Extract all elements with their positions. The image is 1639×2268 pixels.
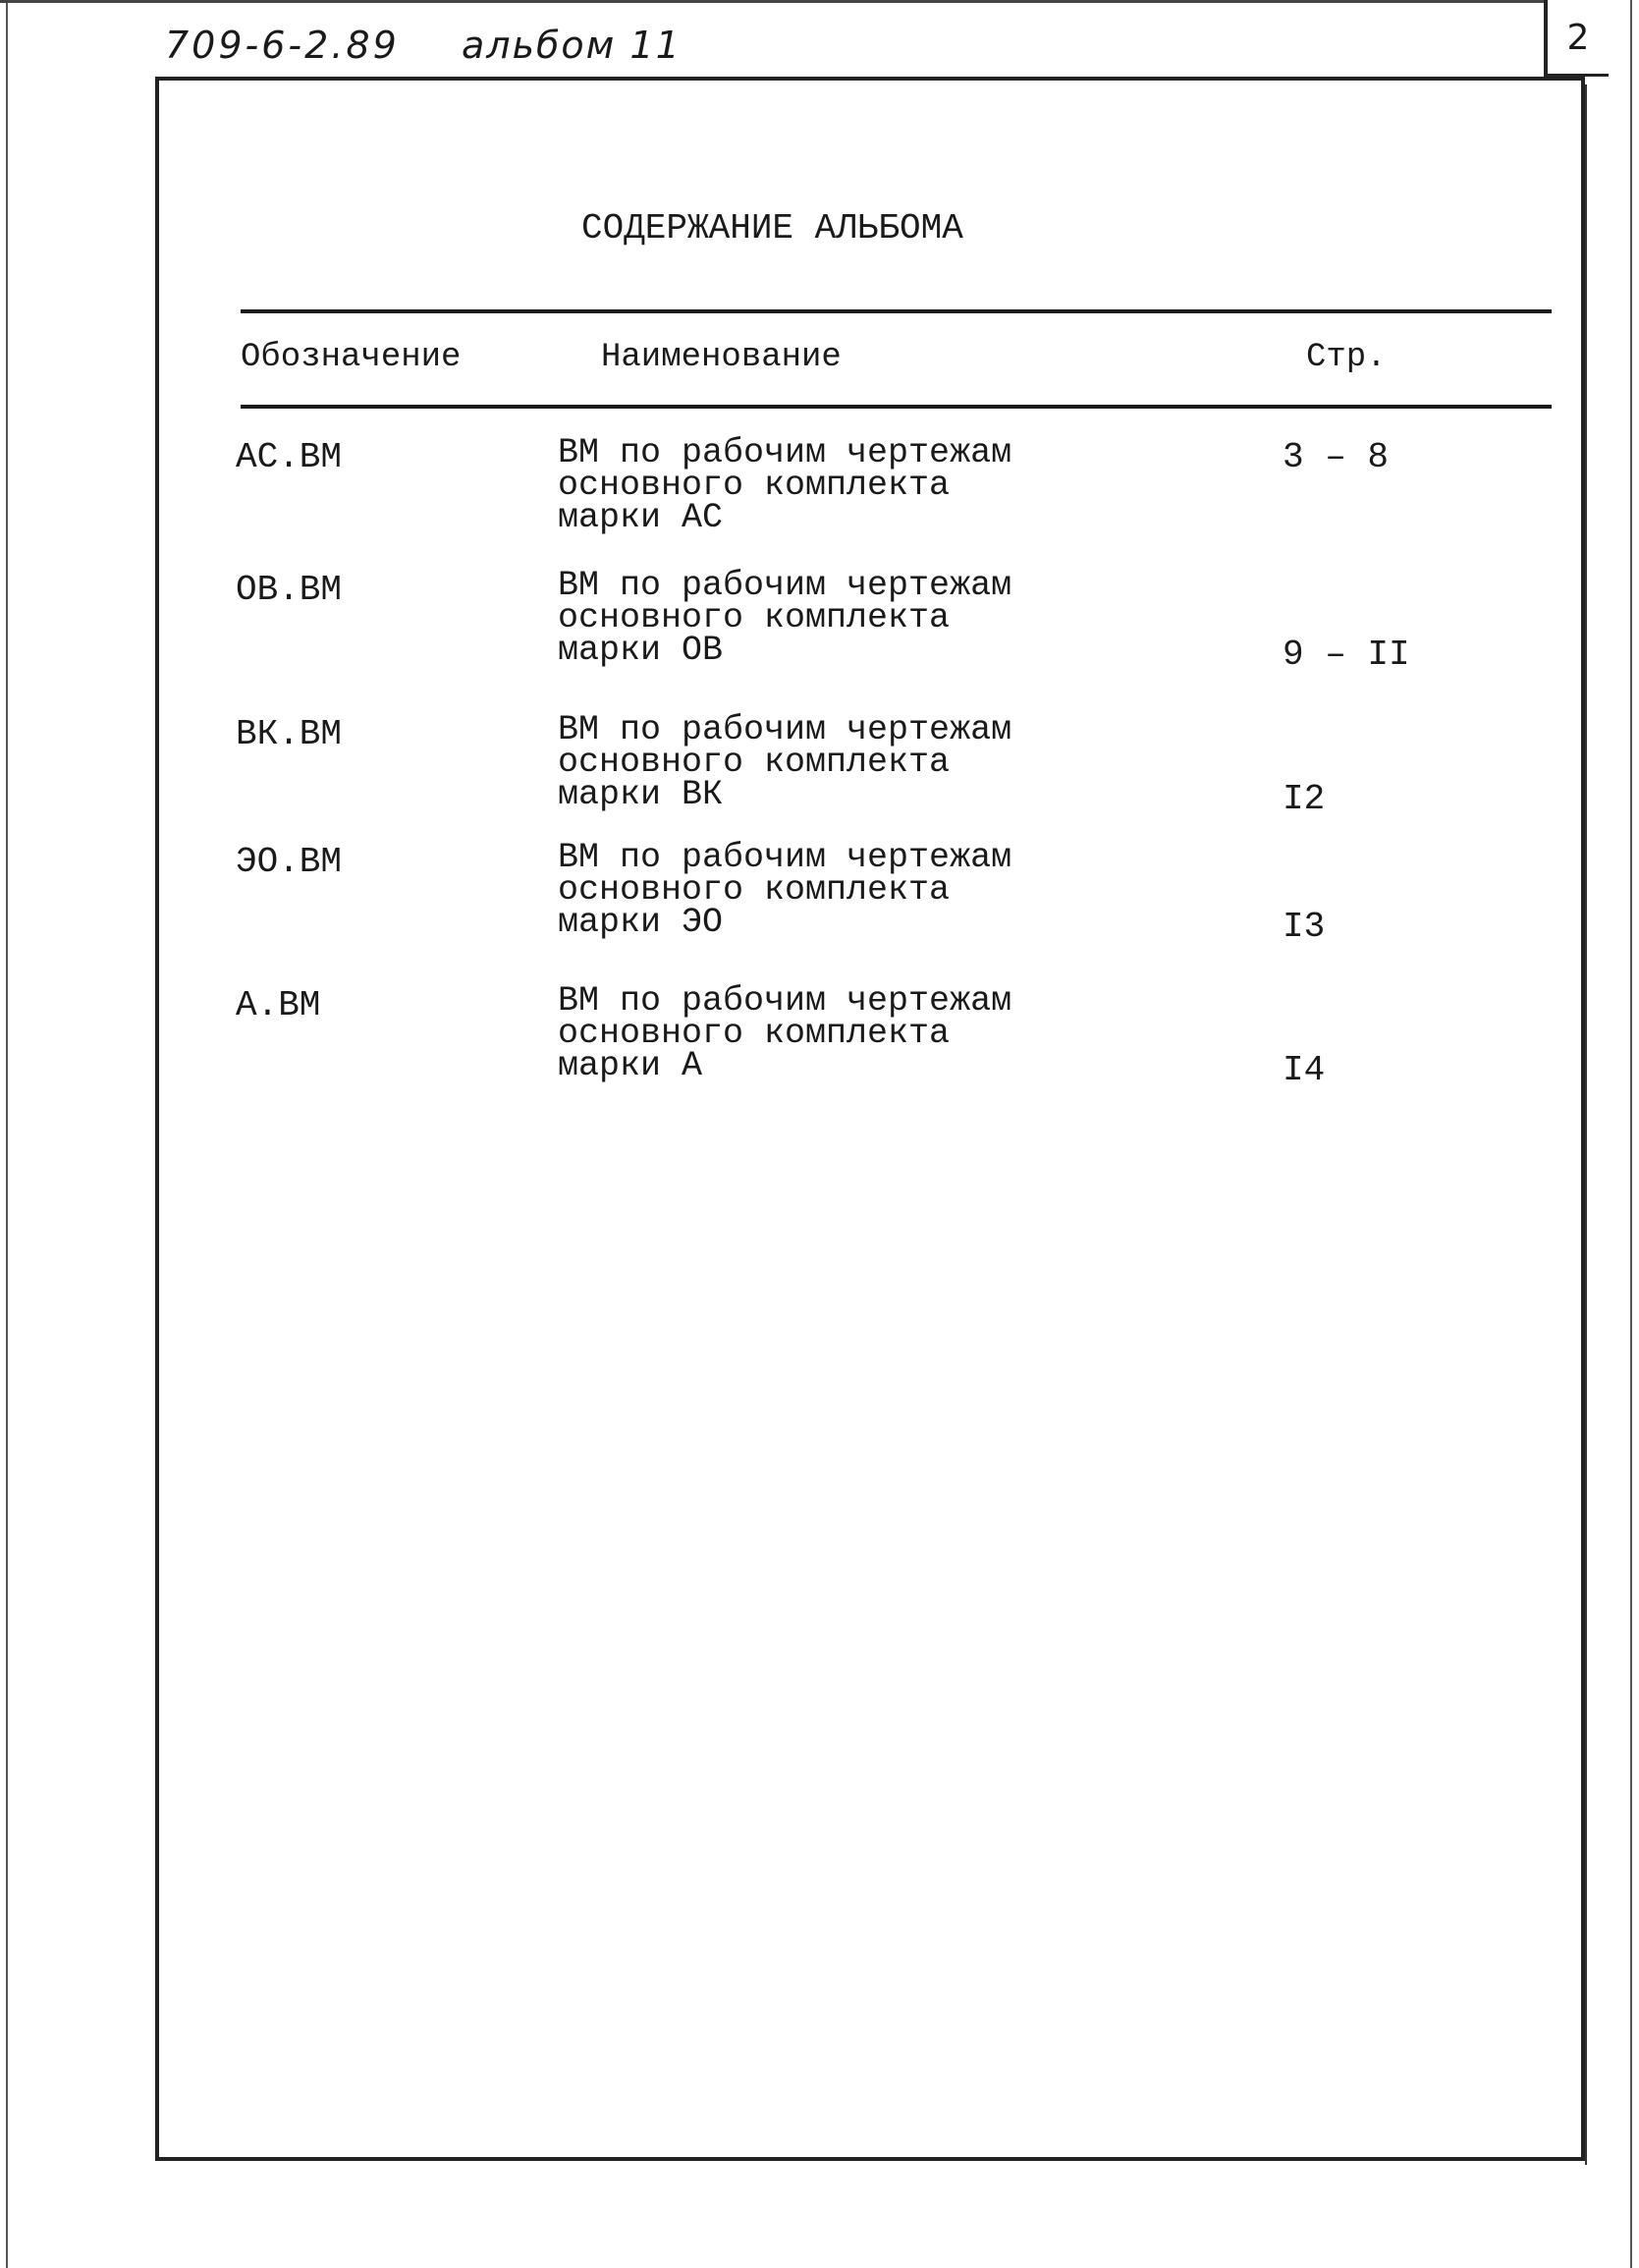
album-code: 709-6-2.89 xyxy=(165,24,400,67)
frame-right-border xyxy=(1585,84,1593,2165)
row-code: ЭО.ВМ xyxy=(236,842,343,882)
row-name: ВМ по рабочим чертежам основного комплекта марки ЭО xyxy=(558,838,1012,942)
page-title: СОДЕРЖАНИЕ АЛЬБОМА xyxy=(581,208,963,249)
row-name: ВМ по рабочим чертежам основного комплекта марки АС xyxy=(558,433,1012,537)
table-header-rule xyxy=(241,405,1552,409)
row-page: 9 – II xyxy=(1283,635,1410,675)
row-name: ВМ по рабочим чертежам основного комплекта марки ВК xyxy=(558,710,1012,814)
row-page: 3 – 8 xyxy=(1283,437,1390,477)
drawing-frame xyxy=(155,77,1585,2161)
table-top-rule xyxy=(241,309,1552,313)
header-line xyxy=(0,0,1544,3)
album-label: альбом 11 xyxy=(462,24,682,67)
page-number: 2 xyxy=(1566,18,1590,58)
row-code: ВК.ВМ xyxy=(236,714,343,754)
column-header-code: Обозначение xyxy=(241,339,462,376)
column-header-page: Стр. xyxy=(1306,339,1387,376)
right-edge-line xyxy=(1630,0,1632,2268)
row-page: I2 xyxy=(1283,779,1326,819)
row-code: ОВ.ВМ xyxy=(236,570,343,610)
column-header-name: Наименование xyxy=(601,339,842,376)
left-edge-line xyxy=(6,0,8,2268)
row-page: I4 xyxy=(1283,1050,1326,1090)
page-number-box xyxy=(1544,0,1609,77)
row-code: А.ВМ xyxy=(236,985,321,1025)
row-page: I3 xyxy=(1283,907,1326,947)
row-name: ВМ по рабочим чертежам основного комплекта марки А xyxy=(558,981,1012,1085)
row-name: ВМ по рабочим чертежам основного комплекта марки ОВ xyxy=(558,566,1012,670)
row-code: АС.ВМ xyxy=(236,437,343,477)
